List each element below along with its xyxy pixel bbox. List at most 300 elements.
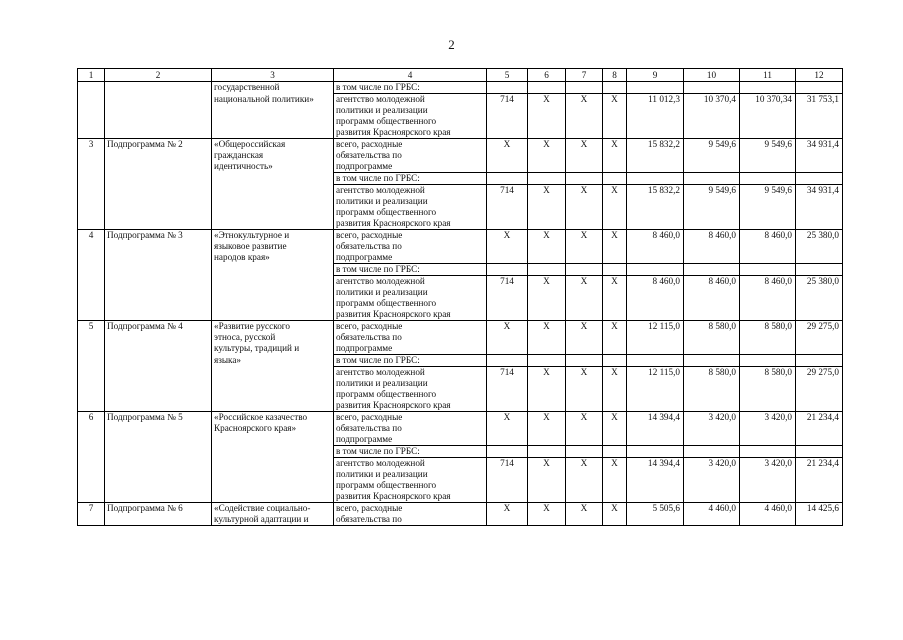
cell-line bbox=[798, 207, 839, 218]
cell-line bbox=[489, 207, 525, 218]
cell-line bbox=[107, 298, 209, 309]
cell-line bbox=[214, 446, 331, 457]
table-cell bbox=[487, 94, 528, 139]
cell-line bbox=[107, 446, 209, 457]
cell-line: «Содействие социально- bbox=[214, 503, 311, 513]
cell-line: 6 bbox=[88, 412, 94, 422]
cell-line bbox=[605, 343, 624, 354]
cell-line bbox=[742, 161, 792, 172]
table-cell bbox=[603, 185, 627, 230]
cell-line bbox=[107, 173, 209, 184]
header-cell-1: 1 bbox=[78, 69, 105, 82]
cell-line bbox=[107, 82, 209, 93]
cell-line bbox=[798, 514, 839, 525]
table-cell bbox=[740, 230, 796, 264]
cell-line bbox=[80, 343, 102, 354]
table-cell bbox=[796, 230, 843, 264]
cell-line bbox=[80, 196, 102, 207]
table-cell bbox=[796, 503, 843, 526]
cell-line: Х bbox=[611, 185, 618, 195]
cell-line: Подпрограмма № 3 bbox=[107, 230, 183, 240]
cell-line bbox=[489, 378, 525, 389]
cell-line bbox=[686, 355, 736, 366]
cell-line: подпрограмме bbox=[336, 343, 393, 353]
cell-line bbox=[530, 389, 563, 400]
cell-line bbox=[686, 173, 736, 184]
table-cell bbox=[740, 173, 796, 185]
table-cell bbox=[487, 503, 528, 526]
table-row bbox=[78, 185, 843, 230]
table-cell bbox=[796, 367, 843, 412]
table-cell bbox=[566, 321, 603, 355]
cell-line bbox=[80, 185, 102, 196]
cell-line bbox=[568, 82, 600, 93]
table-cell bbox=[627, 94, 684, 139]
table-cell bbox=[566, 139, 603, 173]
cell-line: 714 bbox=[500, 276, 514, 286]
cell-line: Х bbox=[543, 503, 550, 513]
table-cell bbox=[105, 503, 212, 526]
cell-line bbox=[686, 82, 736, 93]
table-cell bbox=[487, 412, 528, 446]
cell-line bbox=[605, 105, 624, 116]
table-cell bbox=[334, 367, 487, 412]
cell-line bbox=[686, 287, 736, 298]
cell-line: 3 420,0 bbox=[708, 458, 736, 468]
cell-line: 10 370,4 bbox=[703, 94, 736, 104]
cell-line bbox=[605, 116, 624, 127]
cell-line bbox=[568, 480, 600, 491]
cell-line bbox=[530, 173, 563, 184]
cell-line bbox=[686, 389, 736, 400]
cell-line: Х bbox=[580, 230, 588, 240]
cell-line bbox=[530, 150, 563, 161]
cell-line bbox=[629, 127, 680, 138]
cell-line bbox=[489, 116, 525, 127]
cell-line: политики и реализации bbox=[336, 287, 428, 297]
cell-line bbox=[107, 343, 209, 354]
cell-line bbox=[80, 105, 102, 116]
table-row bbox=[78, 321, 843, 355]
cell-line: 8 460,0 bbox=[652, 230, 680, 240]
cell-line bbox=[798, 116, 839, 127]
table-cell bbox=[487, 264, 528, 276]
cell-line: 29 275,0 bbox=[806, 321, 839, 331]
cell-line: 34 931,4 bbox=[806, 185, 839, 195]
cell-line bbox=[107, 309, 209, 320]
cell-line bbox=[80, 161, 102, 172]
header-cell-6: 6 bbox=[528, 69, 566, 82]
cell-line: развития Красноярского края bbox=[336, 491, 451, 501]
cell-line: 714 bbox=[500, 458, 514, 468]
cell-line: 31 753,1 bbox=[806, 94, 839, 104]
table-cell bbox=[528, 355, 566, 367]
cell-line bbox=[629, 423, 680, 434]
table-cell bbox=[487, 230, 528, 264]
table-cell bbox=[105, 321, 212, 355]
cell-line bbox=[489, 332, 525, 343]
table-cell bbox=[78, 276, 105, 321]
cell-line bbox=[530, 343, 563, 354]
cell-line bbox=[568, 446, 600, 457]
table-cell bbox=[740, 139, 796, 173]
cell-line: программ общественного bbox=[336, 389, 437, 399]
table-cell bbox=[796, 82, 843, 94]
cell-line: развития Красноярского края bbox=[336, 218, 451, 228]
cell-line bbox=[686, 446, 736, 457]
table-cell bbox=[603, 503, 627, 526]
cell-line: 714 bbox=[500, 94, 514, 104]
cell-line bbox=[80, 469, 102, 480]
cell-line bbox=[107, 480, 209, 491]
cell-line: 25 380,0 bbox=[806, 230, 839, 240]
cell-line bbox=[568, 389, 600, 400]
cell-line: программ общественного bbox=[336, 116, 437, 126]
table-cell bbox=[566, 355, 603, 367]
cell-line: 4 460,0 bbox=[708, 503, 736, 513]
cell-line bbox=[489, 491, 525, 502]
table-cell bbox=[627, 503, 684, 526]
cell-line bbox=[605, 491, 624, 502]
cell-line bbox=[107, 491, 209, 502]
table-cell bbox=[796, 276, 843, 321]
table-cell bbox=[796, 321, 843, 355]
cell-line bbox=[798, 196, 839, 207]
cell-line: подпрограмме bbox=[336, 252, 393, 262]
cell-line bbox=[686, 252, 736, 263]
table-cell bbox=[796, 412, 843, 446]
table-cell bbox=[566, 276, 603, 321]
cell-line bbox=[530, 127, 563, 138]
cell-line bbox=[605, 218, 624, 229]
cell-line bbox=[742, 446, 792, 457]
cell-line bbox=[80, 514, 102, 525]
cell-line bbox=[489, 434, 525, 445]
cell-line bbox=[80, 150, 102, 161]
table-cell bbox=[528, 230, 566, 264]
cell-line bbox=[80, 116, 102, 127]
cell-line bbox=[798, 332, 839, 343]
cell-line bbox=[530, 434, 563, 445]
cell-line: «Развитие русского bbox=[214, 321, 290, 331]
cell-line: Х bbox=[580, 139, 588, 149]
cell-line: всего, расходные bbox=[336, 321, 403, 331]
table-cell bbox=[528, 82, 566, 94]
cell-line bbox=[605, 207, 624, 218]
cell-line bbox=[214, 116, 331, 127]
cell-line: развития Красноярского края bbox=[336, 400, 451, 410]
table-cell bbox=[528, 264, 566, 276]
cell-line bbox=[530, 469, 563, 480]
cell-line: Х bbox=[543, 276, 550, 286]
cell-line: Х bbox=[611, 139, 618, 149]
cell-line bbox=[214, 173, 331, 184]
table-cell bbox=[528, 503, 566, 526]
cell-line bbox=[530, 82, 563, 93]
cell-line bbox=[107, 94, 209, 105]
table-cell bbox=[740, 458, 796, 503]
cell-line bbox=[686, 150, 736, 161]
cell-line bbox=[568, 332, 600, 343]
cell-line bbox=[107, 458, 209, 469]
cell-line bbox=[107, 400, 209, 411]
cell-line bbox=[107, 116, 209, 127]
table-cell bbox=[487, 276, 528, 321]
cell-line bbox=[686, 309, 736, 320]
cell-line bbox=[530, 446, 563, 457]
cell-line bbox=[605, 127, 624, 138]
cell-line bbox=[568, 298, 600, 309]
cell-line bbox=[107, 127, 209, 138]
cell-line bbox=[742, 298, 792, 309]
table-cell bbox=[627, 173, 684, 185]
cell-line bbox=[742, 105, 792, 116]
table-cell bbox=[627, 355, 684, 367]
table-cell bbox=[78, 355, 105, 367]
cell-line bbox=[214, 378, 331, 389]
cell-line: 9 549,6 bbox=[708, 139, 736, 149]
cell-line bbox=[629, 343, 680, 354]
cell-line bbox=[605, 514, 624, 525]
cell-line: Х bbox=[611, 276, 618, 286]
cell-line: Х bbox=[580, 94, 588, 104]
cell-line bbox=[798, 82, 839, 93]
table-cell bbox=[684, 173, 740, 185]
table-cell bbox=[627, 367, 684, 412]
cell-line bbox=[107, 252, 209, 263]
table-cell bbox=[627, 321, 684, 355]
table-cell bbox=[334, 321, 487, 355]
cell-line bbox=[742, 264, 792, 275]
table-cell bbox=[212, 276, 334, 321]
cell-line bbox=[742, 355, 792, 366]
cell-line bbox=[214, 196, 331, 207]
cell-line bbox=[530, 332, 563, 343]
cell-line bbox=[798, 161, 839, 172]
cell-line bbox=[214, 309, 331, 320]
cell-line bbox=[686, 298, 736, 309]
cell-line bbox=[742, 82, 792, 93]
cell-line bbox=[568, 287, 600, 298]
cell-line bbox=[80, 309, 102, 320]
cell-line bbox=[489, 161, 525, 172]
table-cell bbox=[78, 185, 105, 230]
table-cell bbox=[796, 94, 843, 139]
cell-line: Х bbox=[580, 503, 588, 513]
table-cell bbox=[740, 185, 796, 230]
cell-line bbox=[568, 264, 600, 275]
table-cell bbox=[78, 446, 105, 458]
table-cell bbox=[528, 173, 566, 185]
cell-line bbox=[107, 218, 209, 229]
table-cell bbox=[334, 94, 487, 139]
cell-line: Х bbox=[543, 185, 550, 195]
cell-line: Х bbox=[611, 367, 618, 377]
cell-line bbox=[489, 469, 525, 480]
cell-line bbox=[742, 127, 792, 138]
cell-line bbox=[489, 173, 525, 184]
table-cell bbox=[528, 446, 566, 458]
cell-line bbox=[568, 514, 600, 525]
cell-line: обязательства по bbox=[336, 332, 402, 342]
table-cell bbox=[684, 412, 740, 446]
cell-line: Х bbox=[543, 321, 550, 331]
cell-line bbox=[605, 309, 624, 320]
cell-line: 8 460,0 bbox=[764, 276, 792, 286]
cell-line bbox=[798, 378, 839, 389]
table-cell bbox=[796, 139, 843, 173]
cell-line: всего, расходные bbox=[336, 139, 403, 149]
cell-line bbox=[214, 389, 331, 400]
cell-line bbox=[629, 150, 680, 161]
cell-line bbox=[568, 469, 600, 480]
cell-line: политики и реализации bbox=[336, 105, 428, 115]
table-cell bbox=[603, 276, 627, 321]
cell-line bbox=[629, 491, 680, 502]
cell-line: 5 bbox=[88, 321, 94, 331]
cell-line bbox=[568, 116, 600, 127]
cell-line: политики и реализации bbox=[336, 196, 428, 206]
cell-line bbox=[605, 378, 624, 389]
table-cell bbox=[334, 503, 487, 526]
cell-line bbox=[214, 276, 331, 287]
table-cell bbox=[212, 230, 334, 264]
cell-line: Х bbox=[611, 230, 618, 240]
table-cell bbox=[528, 185, 566, 230]
cell-line bbox=[107, 161, 209, 172]
cell-line: 714 bbox=[500, 185, 514, 195]
cell-line bbox=[489, 355, 525, 366]
cell-line bbox=[629, 434, 680, 445]
cell-line bbox=[742, 241, 792, 252]
cell-line bbox=[798, 434, 839, 445]
cell-line: 8 460,0 bbox=[708, 276, 736, 286]
table-cell bbox=[528, 412, 566, 446]
cell-line: политики и реализации bbox=[336, 378, 428, 388]
cell-line bbox=[214, 218, 331, 229]
cell-line bbox=[80, 241, 102, 252]
table-cell bbox=[78, 503, 105, 526]
table-cell bbox=[740, 94, 796, 139]
table-cell bbox=[796, 264, 843, 276]
cell-line bbox=[107, 367, 209, 378]
table-cell bbox=[740, 412, 796, 446]
cell-line bbox=[798, 287, 839, 298]
cell-line bbox=[742, 173, 792, 184]
cell-line bbox=[568, 161, 600, 172]
cell-line: политики и реализации bbox=[336, 469, 428, 479]
table-cell bbox=[684, 185, 740, 230]
table-cell bbox=[334, 412, 487, 446]
cell-line bbox=[629, 332, 680, 343]
cell-line bbox=[629, 287, 680, 298]
table-cell bbox=[105, 94, 212, 139]
table-cell bbox=[528, 458, 566, 503]
table-cell bbox=[528, 139, 566, 173]
cell-line: 8 580,0 bbox=[708, 367, 736, 377]
cell-line bbox=[629, 116, 680, 127]
table-header bbox=[78, 69, 843, 82]
cell-line: 15 832,2 bbox=[647, 139, 680, 149]
cell-line bbox=[107, 514, 209, 525]
cell-line bbox=[530, 514, 563, 525]
cell-line bbox=[568, 207, 600, 218]
cell-line: всего, расходные bbox=[336, 230, 403, 240]
cell-line bbox=[80, 458, 102, 469]
cell-line bbox=[629, 196, 680, 207]
cell-line bbox=[798, 423, 839, 434]
cell-line: 8 580,0 bbox=[764, 367, 792, 377]
cell-line bbox=[798, 400, 839, 411]
table-body bbox=[78, 82, 843, 526]
table-cell bbox=[528, 367, 566, 412]
cell-line: Х bbox=[611, 94, 618, 104]
cell-line: 7 bbox=[88, 503, 94, 513]
table-cell bbox=[740, 82, 796, 94]
table-cell bbox=[528, 276, 566, 321]
cell-line bbox=[568, 355, 600, 366]
table-cell bbox=[566, 94, 603, 139]
cell-line bbox=[568, 150, 600, 161]
cell-line bbox=[629, 389, 680, 400]
cell-line: Х bbox=[543, 230, 550, 240]
cell-line bbox=[489, 218, 525, 229]
cell-line bbox=[629, 514, 680, 525]
cell-line bbox=[568, 241, 600, 252]
cell-line bbox=[742, 434, 792, 445]
cell-line: 25 380,0 bbox=[806, 276, 839, 286]
cell-line bbox=[742, 378, 792, 389]
table-cell bbox=[78, 321, 105, 355]
cell-line bbox=[568, 423, 600, 434]
table-cell bbox=[78, 458, 105, 503]
cell-line: Х bbox=[580, 412, 588, 422]
cell-line: обязательства по bbox=[336, 241, 402, 251]
table-cell bbox=[684, 321, 740, 355]
table-cell bbox=[78, 264, 105, 276]
cell-line: 21 234,4 bbox=[806, 458, 839, 468]
cell-line bbox=[80, 446, 102, 457]
table-cell bbox=[105, 446, 212, 458]
table-cell bbox=[105, 458, 212, 503]
table-cell bbox=[334, 173, 487, 185]
cell-line bbox=[568, 434, 600, 445]
table-cell bbox=[684, 94, 740, 139]
header-cell-9: 9 bbox=[627, 69, 684, 82]
cell-line: обязательства по bbox=[336, 150, 402, 160]
table-cell bbox=[627, 412, 684, 446]
table-cell bbox=[603, 458, 627, 503]
cell-line: культуры, традиций и bbox=[214, 343, 300, 353]
cell-line bbox=[80, 287, 102, 298]
cell-line bbox=[530, 423, 563, 434]
table-cell bbox=[528, 321, 566, 355]
cell-line bbox=[629, 469, 680, 480]
table-cell bbox=[212, 367, 334, 412]
cell-line bbox=[798, 173, 839, 184]
cell-line: 15 832,2 bbox=[647, 185, 680, 195]
cell-line bbox=[107, 287, 209, 298]
cell-line bbox=[489, 105, 525, 116]
cell-line bbox=[489, 241, 525, 252]
table-cell bbox=[78, 173, 105, 185]
cell-line bbox=[798, 469, 839, 480]
cell-line: 8 460,0 bbox=[652, 276, 680, 286]
table-cell bbox=[334, 185, 487, 230]
cell-line bbox=[107, 105, 209, 116]
cell-line bbox=[798, 389, 839, 400]
cell-line bbox=[214, 480, 331, 491]
